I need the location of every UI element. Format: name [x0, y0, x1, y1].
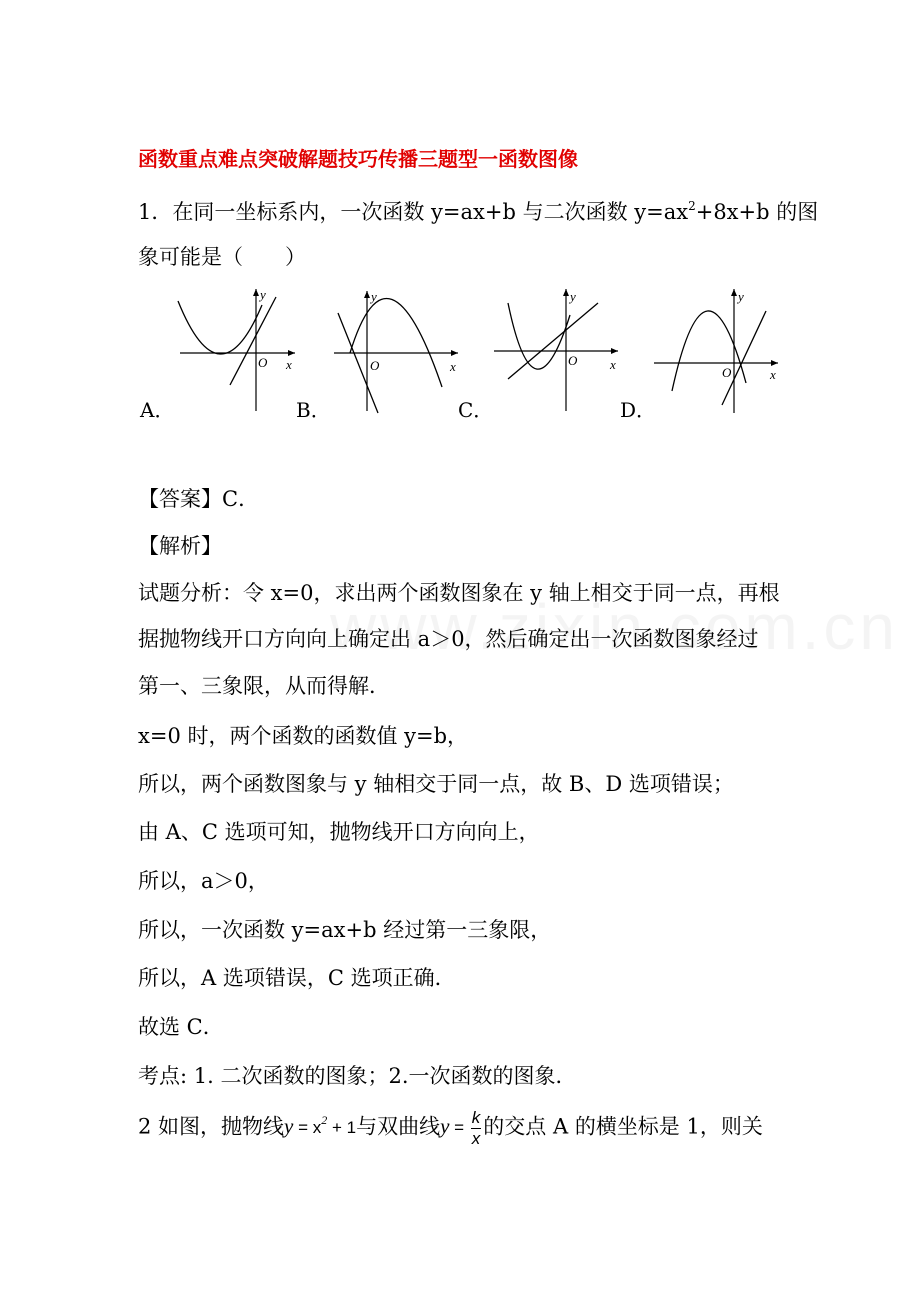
graph-d-origin-label: O [722, 365, 732, 380]
analysis-line: 所以，两个函数图象与 y 轴相交于同一点，故 B、D 选项错误； [138, 772, 734, 796]
question-1-line-1: 1．在同一坐标系内，一次函数 y=ax+b 与二次函数 $y=ax^2+8x+b$ 的图 [138, 199, 819, 224]
analysis-line: 故选 C． [138, 1015, 224, 1039]
analysis-line: 所以，a＞0， [138, 869, 269, 893]
graph-c-origin-label: O [568, 353, 578, 368]
page-title: 函数重点难点突破解题技巧传播三题型一函数图像 [138, 147, 578, 171]
option-d-label[interactable]: D． [620, 398, 657, 422]
graph-a-y-label: y [260, 287, 266, 302]
graph-d [650, 283, 785, 415]
graph-c-x-label: x [610, 357, 616, 372]
graph-a-origin-label: O [258, 355, 268, 370]
question-1-line-2: 象可能是（ ） [138, 245, 306, 269]
graph-d-x-label: x [770, 367, 776, 382]
option-a-label[interactable]: A． [140, 398, 175, 422]
analysis-line: 所以，一次函数 y=ax+b 经过第一三象限， [138, 918, 552, 942]
equation-parabola: $y = x^2 + 1$ [284, 1113, 357, 1139]
analysis-line: 所以，A 选项错误，C 选项正确． [138, 966, 456, 990]
graph-c [490, 283, 625, 415]
analysis-line: 由 A、C 选项可知，抛物线开口方向向上， [138, 820, 540, 844]
analysis-line: 据抛物线开口方向向上确定出 a＞0，然后确定出一次函数图象经过 [138, 627, 759, 651]
analysis-line: 试题分析：令 x=0，求出两个函数图象在 y 轴上相交于同一点，再根 [138, 581, 780, 605]
equation-hyperbola: y = $\frac{k}{x}$ [440, 1108, 481, 1148]
option-c-label[interactable]: C． [458, 398, 494, 422]
graph-b-origin-label: O [370, 358, 380, 373]
analysis-line: 考点: 1. 二次函数的图象；2.一次函数的图象． [138, 1064, 577, 1088]
analysis-line: 第一、三象限，从而得解． [138, 674, 390, 698]
graph-c-y-label: y [570, 289, 576, 304]
analysis-heading: 【解析】 [138, 534, 222, 558]
option-b-label[interactable]: B． [296, 398, 331, 422]
analysis-line: x=0 时，两个函数的函数值 y=b， [138, 724, 469, 748]
graph-a-x-label: x [286, 357, 292, 372]
graph-b [330, 283, 465, 415]
graph-d-y-label: y [738, 289, 744, 304]
graph-b-y-label: y [371, 289, 377, 304]
question-2-line-1: 2 如图，抛物线$y = x^2 + 1$与双曲线y = $\frac{k}{x}$ 的交点 A 的横坐标是 1，则关 [138, 1108, 763, 1148]
answer: 【答案】C． [138, 487, 260, 511]
graph-b-x-label: x [450, 359, 456, 374]
graph-a [170, 283, 300, 415]
